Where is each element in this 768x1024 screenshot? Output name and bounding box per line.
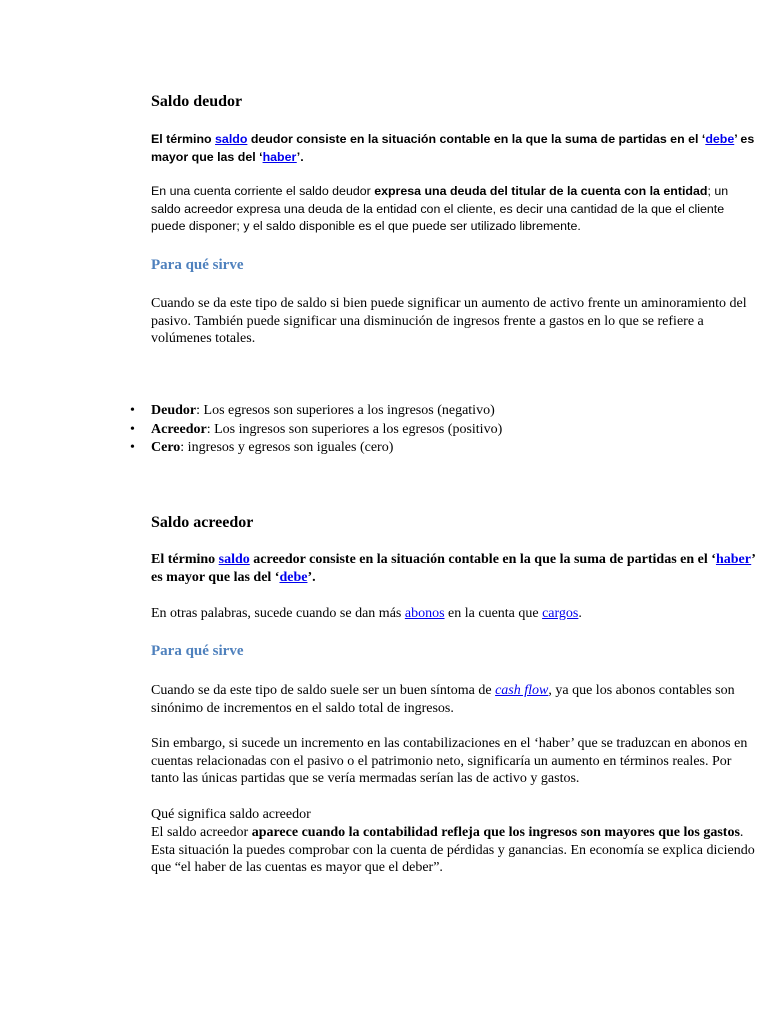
text: En otras palabras, sucede cuando se dan más bbox=[151, 606, 405, 621]
paragraph-cuenta-corriente bbox=[151, 183, 757, 236]
text: ’ es mayor que las del ‘ bbox=[151, 132, 755, 164]
text: El término bbox=[151, 132, 216, 146]
intro-paragraph-acreedor bbox=[151, 551, 757, 586]
term: Cero bbox=[151, 440, 181, 455]
text: : Los egresos son superiores a los ingresos (negativo) bbox=[196, 403, 495, 418]
subtitle-para-que-sirve-2: Para qué sirve bbox=[151, 643, 244, 659]
text: ’ es mayor que las del ‘ bbox=[151, 552, 755, 585]
text: El saldo acreedor bbox=[151, 825, 252, 840]
text: en la cuenta que bbox=[444, 606, 543, 621]
bold-text: aparece cuando la contabilidad refleja que los ingresos son mayores que los gastos bbox=[251, 825, 740, 840]
text: ; un saldo acreedor expresa una deuda de la entidad con el cliente, es decir una cantidad de la que el cliente puede disponer; y el saldo disponible es el que puede ser utilizado libremente. bbox=[151, 184, 729, 233]
link-saldo[interactable]: saldo bbox=[215, 132, 248, 146]
text: ’. bbox=[296, 149, 304, 164]
bullet-icon: • bbox=[130, 440, 135, 455]
paragraph-que-significa bbox=[151, 824, 757, 877]
text: acreedor consiste en la situación contable en la que la suma de partidas en el ‘ bbox=[249, 552, 716, 567]
text: . bbox=[578, 606, 582, 621]
bold-text: expresa una deuda del titular de la cuenta con la entidad bbox=[374, 184, 708, 198]
paragraph-sin-embargo: Sin embargo, si sucede un incremento en las contabilizaciones en el ‘haber’ que se traduzcan en abonos en cuentas relacionadas con el pasivo o el patrimonio neto, significaría un aumento en términos reales. Por tanto las únicas partidas que se vería mermadas serían las de activo y gastos. bbox=[151, 736, 748, 786]
list-item bbox=[130, 402, 750, 421]
link-debe[interactable]: debe bbox=[279, 569, 308, 585]
bullet-icon: • bbox=[130, 403, 135, 418]
text: Cuando se da este tipo de saldo suele ser un buen síntoma de bbox=[151, 683, 496, 698]
paragraph-cash-flow bbox=[151, 682, 757, 717]
list-item bbox=[130, 421, 750, 440]
link-cash-flow[interactable]: cash flow bbox=[495, 683, 549, 698]
section-title-saldo-acreedor: Saldo acreedor bbox=[151, 514, 254, 531]
list-item bbox=[130, 439, 750, 458]
paragraph-para-que-sirve-1: Cuando se da este tipo de saldo si bien puede significar un aumento de activo frente un aminoramiento del pasivo. También puede significar una disminución de ingresos frente a gastos en lo que se refiere a volúmenes totales. bbox=[151, 296, 747, 346]
section-title-saldo-deudor: Saldo deudor bbox=[151, 93, 243, 110]
paragraph-que-significa-title: Qué significa saldo acreedor bbox=[151, 807, 311, 822]
text: deudor consiste en la situación contable en la que la suma de partidas en el ‘ bbox=[247, 132, 706, 146]
text: : Los ingresos son superiores a los egresos (positivo) bbox=[206, 421, 503, 437]
link-cargos[interactable]: cargos bbox=[542, 606, 579, 621]
text: En una cuenta corriente el saldo deudor bbox=[151, 184, 375, 198]
link-saldo[interactable]: saldo bbox=[218, 552, 250, 567]
paragraph-otras-palabras bbox=[151, 605, 757, 623]
text: ’. bbox=[307, 569, 316, 585]
link-haber[interactable]: haber bbox=[262, 149, 297, 164]
link-debe[interactable]: debe bbox=[705, 132, 735, 146]
text: El término bbox=[151, 552, 219, 567]
link-haber[interactable]: haber bbox=[715, 552, 752, 567]
term: Deudor bbox=[151, 403, 197, 418]
text: : ingresos y egresos son iguales (cero) bbox=[180, 440, 394, 455]
link-abonos[interactable]: abonos bbox=[404, 606, 445, 621]
term: Acreedor bbox=[151, 421, 207, 437]
text: . Esta situación la puedes comprobar con la cuenta de pérdidas y ganancias. En economía se explica diciendo que “el haber de las cuentas es mayor que el deber”. bbox=[151, 825, 755, 875]
bullet-icon: • bbox=[130, 421, 135, 437]
text: , ya que los abonos contables son sinónimo de incrementos en el saldo total de ingresos. bbox=[151, 683, 735, 716]
bullet-list bbox=[130, 402, 750, 458]
subtitle-para-que-sirve-1: Para qué sirve bbox=[151, 257, 244, 273]
intro-paragraph-deudor bbox=[151, 131, 757, 166]
